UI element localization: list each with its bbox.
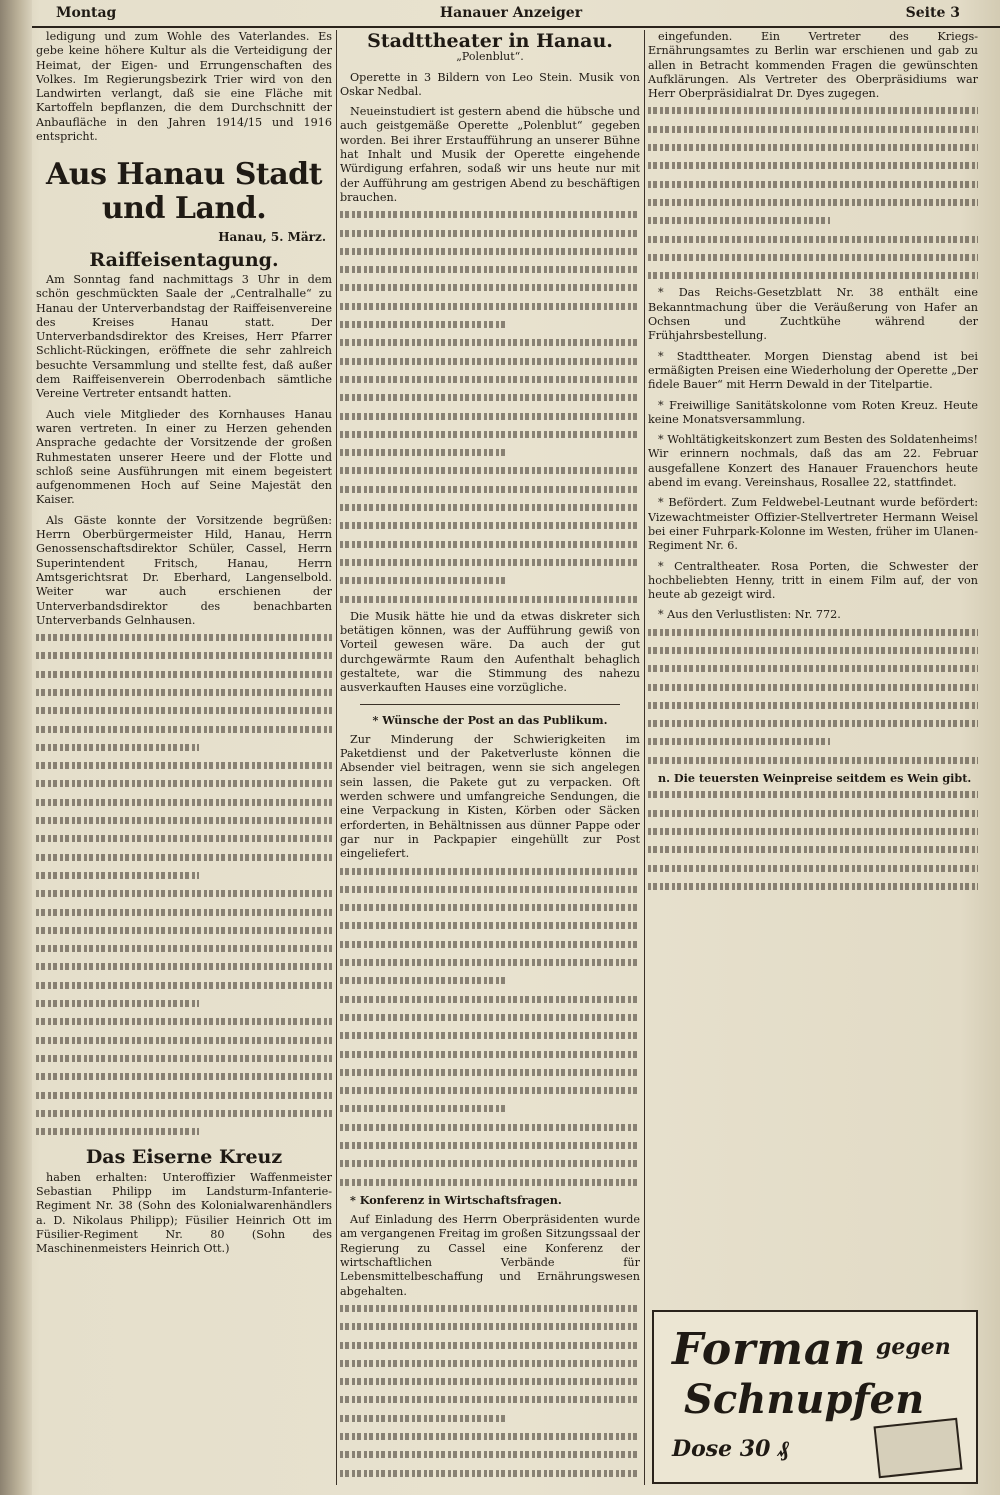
illegible-text-line	[36, 872, 332, 886]
illegible-text-line	[340, 376, 640, 390]
illegible-text-line	[36, 726, 332, 740]
illegible-text-line	[36, 634, 332, 648]
article-paragraph: * Stadttheater. Morgen Dienstag abend ist bei ermäßigten Preisen eine Wiederholung der Operette „Der fidele Bauer“ mit Herrn Dewald in der Titelpartie.	[648, 349, 978, 392]
ad-product: Schnupfen	[684, 1376, 925, 1423]
column-2	[340, 30, 640, 1485]
illegible-text-line	[340, 922, 640, 936]
illegible-text-line	[648, 757, 978, 771]
illegible-text-line	[340, 413, 640, 427]
illegible-text-line	[340, 559, 640, 573]
illegible-text-line	[340, 996, 640, 1010]
illegible-text-line	[340, 1051, 640, 1065]
illegible-text-line	[648, 665, 978, 679]
article-title: Raiffeisentagung.	[89, 248, 279, 271]
illegible-text-line	[36, 1110, 332, 1124]
illegible-text-line	[340, 449, 640, 463]
illegible-text-line	[340, 1069, 640, 1083]
illegible-text-line	[36, 982, 332, 996]
illegible-text-line	[648, 629, 978, 643]
illegible-text-line	[340, 431, 640, 445]
illegible-text-line	[36, 744, 332, 758]
illegible-text-line	[340, 886, 640, 900]
illegible-text-block	[648, 107, 978, 286]
illegible-text-line	[36, 1037, 332, 1051]
illegible-text-line	[340, 977, 640, 991]
illegible-text-line	[648, 702, 978, 716]
illegible-text-line	[340, 1142, 640, 1156]
illegible-text-line	[36, 671, 332, 685]
dateline: Hanau, 5. März.	[218, 230, 326, 245]
illegible-text-line	[340, 941, 640, 955]
illegible-text-block	[36, 634, 332, 1142]
illegible-text-line	[340, 211, 640, 225]
article-paragraph: * Aus den Verlustlisten: Nr. 772.	[658, 608, 841, 622]
illegible-text-line	[648, 647, 978, 661]
article-paragraph: Neueinstudiert ist gestern abend die hübsche und auch geistgemäße Operette „Polenblut“ gegeben worden. Bei ihrer Erstaufführung an unserer Bühne hat Inhalt und Musik der Operette eingehende Würdigung erfahren, sodaß wir uns heute nur mit der Aufführung am gestrigen Abend zu beschäftigen brauchen.	[340, 105, 640, 204]
header-page-number: Seite 3	[905, 5, 960, 21]
binding-edge	[0, 0, 32, 1495]
article-paragraph: Am Sonntag fand nachmittags 3 Uhr in dem schön geschmückten Saale der „Centralhalle“ zu Hanau der Unterverbandstag der Raiffeisenvereine des Kreises Hanau statt. Der Unterverbandsdirektor des Kreises, Herr Pfarrer Schlicht-Rückingen, eröffnete die sehr zahlreich besuchte Versammlung und stellte fest, daß außer dem Raiffeisenverein Oberrodenbach sämtliche Vereine Vertreter entsandt hatten.	[36, 272, 332, 401]
illegible-text-line	[36, 927, 332, 941]
illegible-text-line	[648, 107, 978, 121]
article-paragraph: * Centraltheater. Rosa Porten, die Schwester der hochbeliebten Henny, tritt in einem Film auf, der von heute ab gezeigt wird.	[648, 559, 978, 602]
advertisement	[652, 1310, 978, 1484]
illegible-text-line	[340, 959, 640, 973]
article-paragraph: Operette in 3 Bildern von Leo Stein. Musik von Oskar Nedbal.	[340, 70, 640, 98]
column-1	[36, 30, 332, 1485]
illegible-text-line	[648, 254, 978, 268]
illegible-text-line	[648, 162, 978, 176]
column-3	[648, 30, 978, 1305]
illegible-text-line	[36, 963, 332, 977]
section-headline: Aus Hanau Stadt und Land.	[45, 157, 322, 227]
illegible-text-line	[340, 1014, 640, 1028]
illegible-text-line	[36, 817, 332, 831]
illegible-text-line	[340, 1378, 640, 1392]
header-center: Hanauer Anzeiger	[439, 5, 583, 21]
article-paragraph: Auch viele Mitglieder des Kornhauses Hanau waren vertreten. In einer zu Herzen gehenden Ansprache gedachte der Vorsitzende der großen Ruhmestaten unserer Heere und der Flotte und schloß seine Ausführungen mit einem begeistert aufgenommenen Hoch auf Seine Majestät den Kaiser.	[36, 407, 332, 507]
illegible-text-line	[648, 144, 978, 158]
ad-gegen: gegen	[876, 1334, 951, 1360]
header-left: Montag	[56, 5, 117, 21]
illegible-text-line	[340, 1105, 640, 1119]
divider	[360, 704, 620, 705]
illegible-text-line	[648, 865, 978, 879]
illegible-text-line	[340, 303, 640, 317]
illegible-text-line	[340, 1342, 640, 1356]
illegible-text-line	[340, 1360, 640, 1374]
article-title: Das Eiserne Kreuz	[85, 1146, 283, 1169]
article-paragraph: * Das Reichs-Gesetzblatt Nr. 38 enthält eine Bekanntmachung über die Veräußerung von Hafer an Ochsen und Zuchtkühe während der Frühjahrsbestellung.	[648, 286, 978, 343]
illegible-text-line	[340, 1087, 640, 1101]
illegible-text-line	[36, 799, 332, 813]
illegible-text-line	[340, 266, 640, 280]
illegible-text-line	[648, 810, 978, 824]
illegible-text-line	[340, 1179, 640, 1193]
illegible-text-line	[648, 738, 978, 752]
article-paragraph: Als Gäste konnte der Vorsitzende begrüßen: Herrn Oberbürgermeister Hild, Hanau, Herrn Genossenschaftsdirektor Schüler, Cassel, Herrn Superintendent Fritsch, Hanau, Herrn Amtsgerichtsrat Dr. Eberhard, Langenselbold. Weiter war auch erschienen der Unterverbandsdirektor des benachbarten Unterverbands Gelnhausen.	[36, 513, 332, 627]
ad-brand: Forman	[672, 1324, 867, 1375]
illegible-text-line	[648, 199, 978, 213]
illegible-text-line	[36, 762, 332, 776]
illegible-text-line	[36, 1055, 332, 1069]
article-subtitle: „Polenblut“.	[456, 50, 524, 64]
article-paragraph: * Befördert. Zum Feldwebel-Leutnant wurde befördert: Vizewachtmeister Offizier-Stellvertreter Hermann Weisel bei einer Fuhrpark-Kolonne im Westen, früher im Ulanen-Regiment Nr. 6.	[648, 496, 978, 553]
illegible-text-line	[648, 126, 978, 140]
illegible-text-line	[340, 1415, 640, 1429]
illegible-text-line	[36, 1073, 332, 1087]
page-header	[32, 0, 1000, 28]
illegible-text-line	[340, 1160, 640, 1174]
illegible-text-block	[340, 868, 640, 1193]
illegible-text-line	[36, 909, 332, 923]
illegible-text-line	[340, 1124, 640, 1138]
illegible-text-line	[340, 904, 640, 918]
illegible-text-line	[36, 835, 332, 849]
column-rule	[336, 30, 337, 1485]
illegible-text-line	[340, 522, 640, 536]
illegible-text-line	[36, 1092, 332, 1106]
illegible-text-block	[648, 791, 978, 897]
illegible-text-line	[648, 846, 978, 860]
illegible-text-line	[648, 217, 978, 231]
illegible-text-line	[340, 868, 640, 882]
illegible-text-line	[340, 596, 640, 610]
illegible-text-line	[340, 486, 640, 500]
illegible-text-line	[648, 828, 978, 842]
illegible-text-line	[648, 272, 978, 286]
illegible-text-block	[340, 211, 640, 610]
illegible-text-line	[36, 945, 332, 959]
illegible-text-line	[340, 577, 640, 591]
illegible-text-block	[648, 629, 978, 771]
illegible-text-line	[340, 1451, 640, 1465]
illegible-text-line	[340, 394, 640, 408]
illegible-text-line	[36, 707, 332, 721]
article-paragraph: n. Die teuersten Weinpreise seitdem es Wein gibt.	[658, 771, 972, 786]
article-paragraph: * Wohltätigkeitskonzert zum Besten des Soldatenheims! Wir erinnern nochmals, daß das am 22. Februar ausgefallene Konzert des Hanauer Frauenchors heute abend im evang. Vereinshaus, Rosallee 22, stattfindet.	[648, 433, 978, 490]
illegible-text-line	[36, 1000, 332, 1014]
illegible-text-line	[340, 1396, 640, 1410]
illegible-text-line	[340, 1305, 640, 1319]
article-paragraph: Zur Minderung der Schwierigkeiten im Paketdienst und der Paketverluste können die Absender viel beitragen, wenn sie sich angelegen sein lassen, die Pakete gut zu verpacken. Oft werden schwere und umfangreiche Sendungen, die eine Verpackung in Kisten, Körben oder Säcken erforderten, in Behältnissen aus dünner Pappe oder gar nur in Packpapier eingehüllt zur Post eingeliefert.	[340, 732, 640, 861]
illegible-text-line	[36, 890, 332, 904]
illegible-text-line	[340, 1032, 640, 1046]
illegible-text-line	[340, 1433, 640, 1447]
illegible-text-line	[36, 652, 332, 666]
article-paragraph: Auf Einladung des Herrn Oberpräsidenten wurde am vergangenen Freitag im großen Sitzungssaal der Regierung zu Cassel eine Konferenz der wirtschaftlichen Verbände für Lebensmittelbeschaffung und Ernährungswesen abgehalten.	[340, 1213, 640, 1298]
illegible-text-line	[648, 236, 978, 250]
illegible-text-line	[340, 1470, 640, 1484]
article-paragraph: haben erhalten: Unteroffizier Waffenmeister Sebastian Philipp im Landsturm-Infanterie-Regiment Nr. 38 (Sohn des Kolonialwarenhändlers a. D. Nikolaus Philipp); Füsilier Heinrich Ott im Füsilier-Regiment Nr. 80 (Sohn des Maschinenmeisters Heinrich Ott.)	[36, 1170, 332, 1256]
ad-price: Dose 30 ₰	[672, 1436, 790, 1462]
article-paragraph: Die Musik hätte hie und da etwas diskreter sich betätigen können, was der Aufführung gewiß von Vorteil gewesen wäre. Da auch der gut durchgewärmte Raum den Aufenthalt behaglich gestaltete, war die Stimmung des nahezu ausverkauften Hauses eine vorzügliche.	[340, 609, 640, 695]
article-title: Stadttheater in Hanau.	[367, 30, 613, 52]
illegible-text-block	[340, 1305, 640, 1485]
illegible-text-line	[340, 230, 640, 244]
illegible-text-line	[340, 504, 640, 518]
product-tin-illustration	[874, 1418, 963, 1478]
illegible-text-line	[648, 720, 978, 734]
illegible-text-line	[648, 181, 978, 195]
illegible-text-line	[36, 854, 332, 868]
illegible-text-line	[36, 780, 332, 794]
illegible-text-line	[340, 339, 640, 353]
continued-text: ledigung und zum Wohle des Vaterlandes. Es gebe keine höhere Kultur als die Verteidigung der Heimat, der Eigen- und Errungenschaften des Volkes. Im Regierungsbezirk Trier wird von den Landwirten verlangt, daß sie eine Fläche mit Kartoffeln bepflanzen, die dem Durchschnitt der Anbaufläche in den Jahren 1914/15 und 1916 entspricht.	[36, 30, 332, 144]
article-paragraph: * Konferenz in Wirtschaftsfragen.	[350, 1192, 562, 1207]
illegible-text-line	[36, 689, 332, 703]
illegible-text-line	[36, 1128, 332, 1142]
illegible-text-line	[648, 684, 978, 698]
illegible-text-line	[340, 248, 640, 262]
illegible-text-line	[340, 541, 640, 555]
illegible-text-line	[36, 1018, 332, 1032]
illegible-text-line	[648, 883, 978, 897]
article-paragraph: * Freiwillige Sanitätskolonne vom Roten Kreuz. Heute keine Monatsversammlung.	[648, 398, 978, 426]
illegible-text-line	[340, 1323, 640, 1337]
illegible-text-line	[340, 467, 640, 481]
article-paragraph: * Wünsche der Post an das Publikum.	[372, 712, 608, 727]
illegible-text-line	[340, 284, 640, 298]
illegible-text-line	[648, 791, 978, 805]
column-rule	[644, 30, 645, 1485]
illegible-text-line	[340, 358, 640, 372]
illegible-text-line	[340, 321, 640, 335]
article-paragraph: eingefunden. Ein Vertreter des Kriegs-Ernährungsamtes zu Berlin war erschienen und gab zu allen in Betracht kommenden Fragen die gewünschten Aufklärungen. Als Vertreter des Oberpräsidiums war Herr Oberpräsidialrat Dr. Dyes zugegen.	[648, 30, 978, 101]
